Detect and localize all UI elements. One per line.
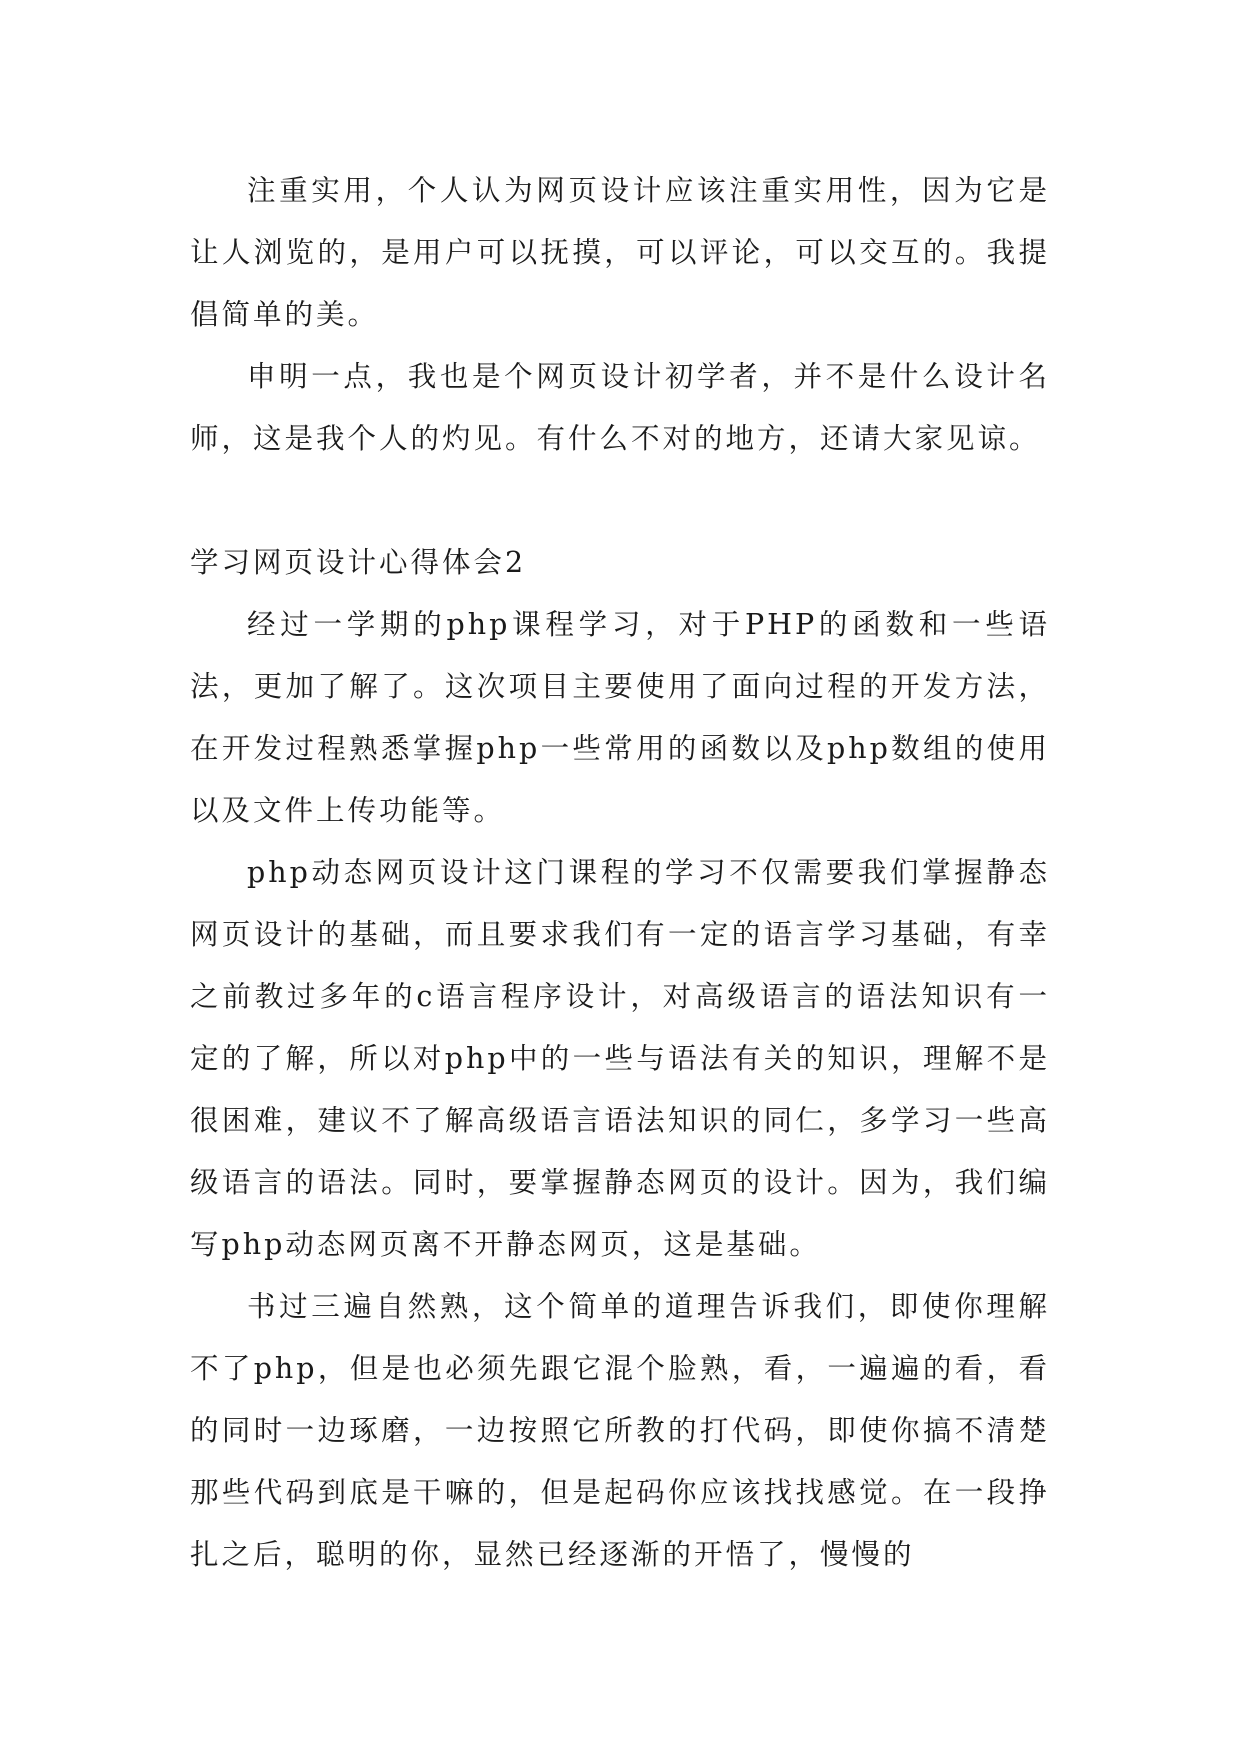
document-body <box>190 160 1050 1586</box>
paragraph-php-course: 经过一学期的php课程学习，对于PHP的函数和一些语法，更加了解了。这次项目主要使用了面向过程的开发方法，在开发过程熟悉掌握php一些常用的函数以及php数组的使用以及文件上传功能等。 <box>190 608 1050 827</box>
section-spacer <box>190 470 1050 532</box>
paragraph-practice: 书过三遍自然熟，这个简单的道理告诉我们，即使你理解不了php，但是也必须先跟它混个脸熟，看，一遍遍的看，看的同时一边琢磨，一边按照它所教的打代码，即使你搞不清楚那些代码到底是干嘛的，但是起码你应该找找感觉。在一段挣扎之后，聪明的你，显然已经逐渐的开悟了，慢慢的 <box>190 1290 1050 1571</box>
paragraph-php-dynamic: php动态网页设计这门课程的学习不仅需要我们掌握静态网页设计的基础，而且要求我们有一定的语言学习基础，有幸之前教过多年的c语言程序设计，对高级语言的语法知识有一定的了解，所以对php中的一些与语法有关的知识，理解不是很困难，建议不了解高级语言语法知识的同仁，多学习一些高级语言的语法。同时，要掌握静态网页的设计。因为，我们编写php动态网页离不开静态网页，这是基础。 <box>190 856 1050 1261</box>
section-title: 学习网页设计心得体会2 <box>190 546 527 579</box>
paragraph-practicality: 注重实用，个人认为网页设计应该注重实用性，因为它是让人浏览的，是用户可以抚摸，可以评论，可以交互的。我提倡简单的美。 <box>190 174 1050 331</box>
paragraph-disclaimer: 申明一点，我也是个网页设计初学者，并不是什么设计名师，这是我个人的灼见。有什么不对的地方，还请大家见谅。 <box>190 360 1050 455</box>
